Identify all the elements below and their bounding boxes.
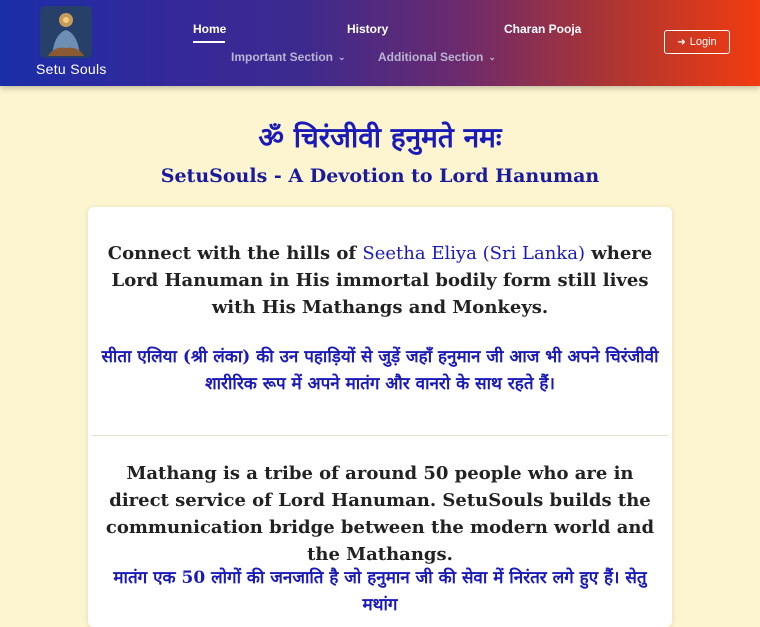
location-highlight: Seetha Eliya (Sri Lanka): [362, 243, 585, 264]
login-button[interactable]: [664, 30, 730, 54]
site-header: [0, 0, 760, 86]
logo-text[interactable]: Setu Souls: [36, 61, 107, 77]
nav-additional-section[interactable]: [378, 50, 496, 64]
nav-important-section-label: Important Section: [231, 50, 334, 64]
nav-history[interactable]: History: [347, 22, 389, 36]
nav-important-section[interactable]: [231, 50, 346, 64]
chevron-down-icon: ⌄: [338, 52, 346, 62]
intro-paragraph: [100, 240, 660, 321]
login-icon: ➜: [677, 36, 686, 48]
page-subtitle: SetuSouls - A Devotion to Lord Hanuman: [160, 165, 600, 187]
intro-prefix: Connect with the hills of: [107, 243, 363, 264]
nav-home-underline: [193, 41, 225, 43]
section-divider: [92, 435, 668, 436]
chevron-down-icon: ⌄: [488, 52, 496, 62]
mathang-paragraph: Mathang is a tribe of around 50 people who are in direct service of Lord Hanuman. SetuSouls builds the communication bridge between the modern world and the Mathangs.: [105, 463, 655, 565]
page-title-hindi: ॐ चिरंजीवी हनुमते नमः: [258, 121, 502, 154]
logo-image[interactable]: [40, 6, 92, 58]
intro-paragraph-hindi: सीता एलिया (श्री लंका) की उन पहाड़ियों से जुड़ें जहाँ हनुमान जी आज भी अपने चिरंजीवी शारीरिक रूप में अपने मातंग और वानरो के साथ रहते हैं।: [101, 347, 659, 394]
nav-home[interactable]: Home: [193, 22, 227, 36]
mathang-paragraph-hindi: मातंग एक 50 लोगों की जनजाति है जो हनुमान जी की सेवा में निरंतर लगे हुए हैं। सेतु मथांग: [113, 568, 647, 615]
nav-charan-pooja[interactable]: Charan Pooja: [504, 22, 582, 36]
nav-additional-section-label: Additional Section: [378, 50, 484, 64]
intro-suffix: where Lord Hanuman in His immortal bodily form still lives with His Mathangs and Monkeys.: [111, 243, 653, 318]
login-label: Login: [689, 36, 717, 48]
